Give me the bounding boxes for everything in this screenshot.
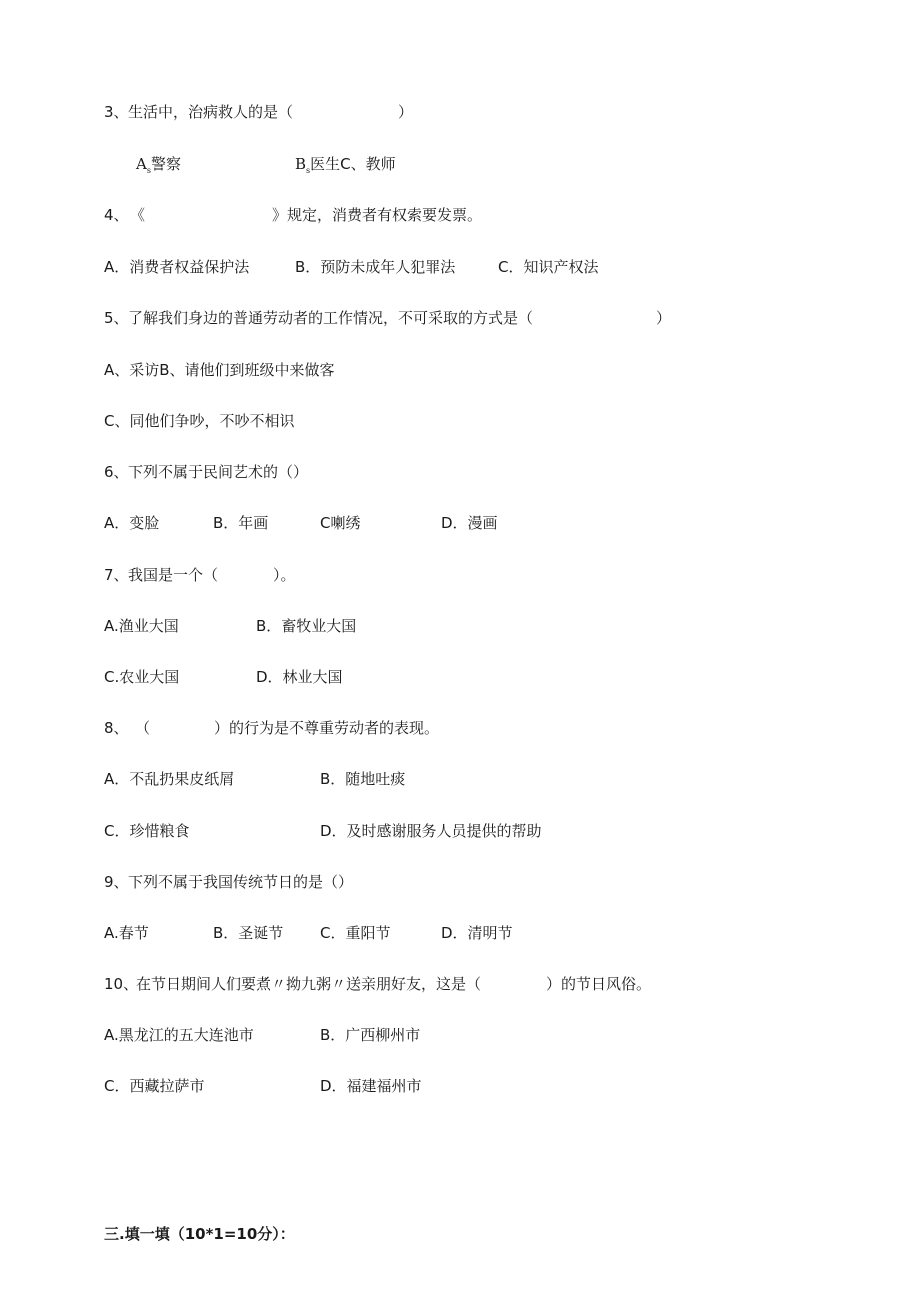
- question-4-stem: [0, 205, 483, 225]
- question-text: ）的行为是不尊重劳动者的表现。: [214, 719, 440, 737]
- question-5-option-line-2: [0, 411, 295, 431]
- option-b: B．年画: [213, 514, 269, 532]
- option-c: C．西藏拉萨市: [104, 1077, 205, 1095]
- question-text: 下列不属于我国传统节日的是（）: [128, 873, 354, 891]
- question-7-option-line-2: [0, 667, 343, 687]
- answer-bracket-close: ）的节日风俗。: [546, 975, 652, 993]
- question-text: 我国是一个（: [128, 566, 219, 584]
- question-text: 在节日期间人们要煮〃拗九粥〃送亲朋好友，这是（: [136, 975, 482, 993]
- option-a: A.渔业大国: [104, 617, 179, 635]
- option-letter: A: [136, 155, 147, 173]
- option-letter: B: [295, 155, 307, 173]
- option-c: C．重阳节: [320, 924, 391, 942]
- book-title-open: 《: [130, 206, 146, 224]
- option-ab: A、采访B、请他们到班级中来做客: [104, 361, 335, 379]
- question-10-stem: [0, 974, 652, 994]
- option-c: C．知识产权法: [498, 258, 599, 276]
- option-d: D．漫画: [441, 514, 498, 532]
- question-text: 下列不属于民间艺术的（）: [128, 463, 309, 481]
- option-b: B．广西柳州市: [320, 1026, 421, 1044]
- question-text: 》规定，消费者有权索要发票。: [272, 206, 483, 224]
- answer-bracket-close: ）: [398, 103, 414, 121]
- question-9-options: [0, 923, 513, 943]
- question-number: 6、: [104, 463, 129, 481]
- question-6-options: [0, 513, 498, 533]
- option-text: 医生C、教师: [310, 155, 396, 173]
- option-subscript: s: [306, 166, 311, 175]
- option-d: D．林业大国: [256, 668, 343, 686]
- option-c: C、同他们争吵，不吵不相识: [104, 412, 295, 430]
- answer-bracket-close: ）。: [273, 566, 296, 584]
- option-a: [136, 154, 181, 181]
- question-number: 4、: [104, 206, 129, 224]
- question-number: 10、: [104, 975, 139, 993]
- question-5-option-line-1: [0, 360, 335, 380]
- option-b: B．畜牧业大国: [256, 617, 357, 635]
- question-7-option-line-1: [0, 616, 357, 636]
- question-number: 8、: [104, 719, 129, 737]
- option-subscript: s: [146, 166, 151, 175]
- option-b: B．圣诞节: [213, 924, 284, 942]
- section-title: 三.填一填（10*1=10分）：: [104, 1225, 295, 1243]
- answer-bracket-open: （: [135, 719, 151, 737]
- option-a: A.春节: [104, 924, 149, 942]
- option-a: A．不乱扔果皮纸屑: [104, 770, 235, 788]
- option-a: A．变脸: [104, 514, 160, 532]
- question-7-stem: [0, 565, 296, 585]
- question-10-option-line-1: [0, 1025, 421, 1045]
- question-5-stem: [0, 308, 672, 328]
- option-b: B．随地吐痰: [320, 770, 406, 788]
- question-8-stem: [0, 718, 440, 738]
- option-d: D．及时感谢服务人员提供的帮助: [320, 822, 542, 840]
- option-c: C.农业大国: [104, 668, 180, 686]
- option-b: [295, 154, 396, 181]
- option-c: C．珍惜粮食: [104, 822, 190, 840]
- question-4-options: [0, 257, 599, 277]
- question-number: 5、: [104, 309, 129, 327]
- option-a: A．消费者权益保护法: [104, 258, 250, 276]
- answer-bracket-close: ）: [656, 309, 672, 327]
- question-3-stem: [0, 102, 414, 122]
- question-9-stem: [0, 872, 354, 892]
- question-6-stem: [0, 462, 309, 482]
- option-c: C喇绣: [320, 514, 361, 532]
- question-10-option-line-2: [0, 1076, 422, 1096]
- option-b: B．预防未成年人犯罪法: [295, 258, 456, 276]
- question-3-options: [0, 154, 396, 175]
- question-number: 7、: [104, 566, 129, 584]
- question-8-option-line-2: [0, 821, 542, 841]
- option-d: D．清明节: [441, 924, 513, 942]
- question-number: 3、: [104, 103, 129, 121]
- question-text: 生活中，治病救人的是（: [128, 103, 294, 121]
- option-d: D．福建福州市: [320, 1077, 422, 1095]
- question-8-option-line-1: [0, 769, 406, 789]
- question-number: 9、: [104, 873, 129, 891]
- section-heading: [0, 1224, 295, 1244]
- option-a: A.黑龙江的五大连池市: [104, 1026, 254, 1044]
- option-text: 警察: [150, 155, 181, 173]
- question-text: 了解我们身边的普通劳动者的工作情况，不可采取的方式是（: [128, 309, 534, 327]
